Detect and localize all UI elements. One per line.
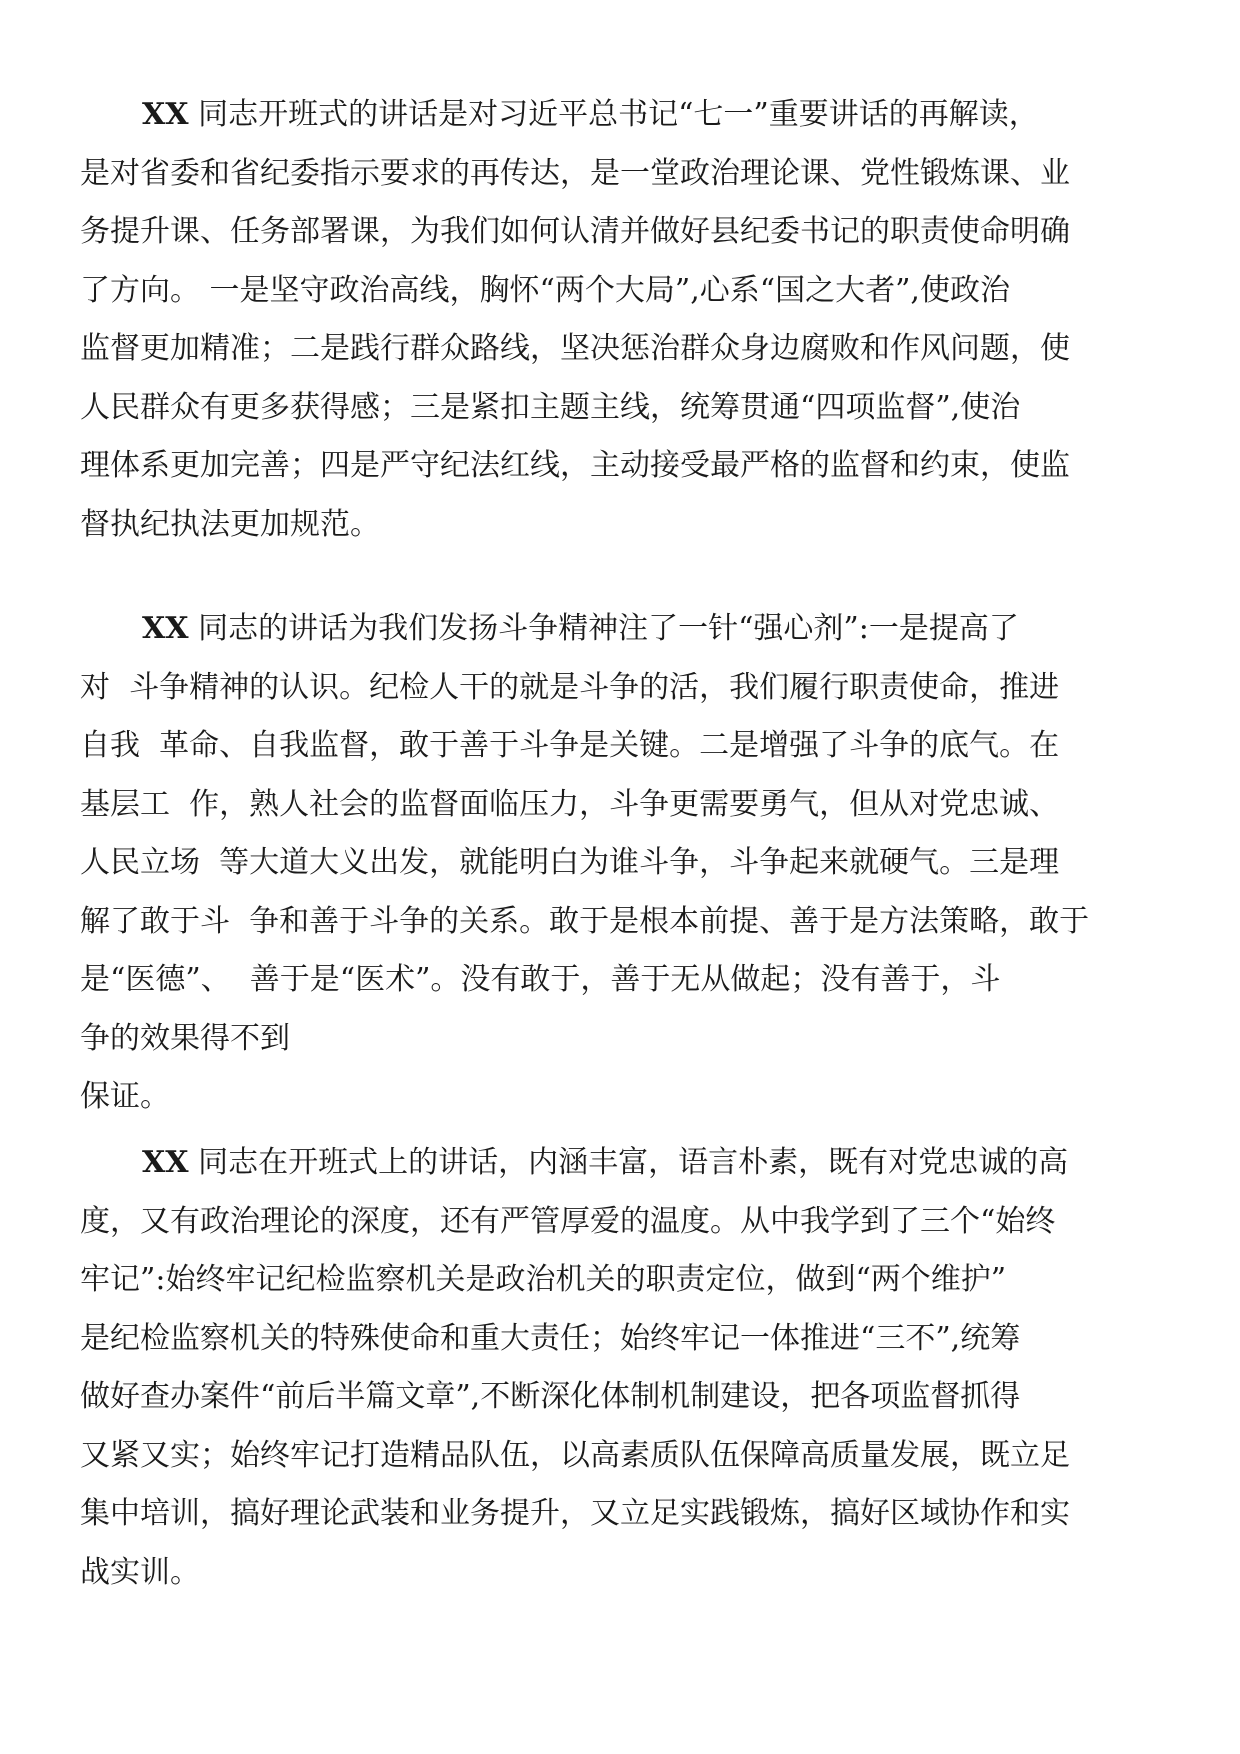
- paragraph-line: 基层工 作，熟人社会的监督面临压力，斗争更需要勇气，但从对党忠诚、: [80, 786, 1060, 822]
- paragraph-2: [80, 600, 1089, 1127]
- paragraph-line: 自我 革命、自我监督，敢于善于斗争是关键。二是增强了斗争的底气。在: [80, 728, 1060, 763]
- paragraph-line: 理体系更加完善；四是严守纪法红线，主动接受最严格的监督和约束，使监: [80, 448, 1070, 483]
- paragraph-line: 又紧又实；始终牢记打造精品队伍，以高素质队伍保障高质量发展，既立足: [80, 1437, 1070, 1473]
- paragraph-3: [80, 1134, 1070, 1602]
- paragraph-line: 是纪检监察机关的特殊使命和重大责任；始终牢记一体推进“三不”,统筹: [80, 1320, 1021, 1356]
- paragraph-line: 保证。: [80, 1079, 170, 1114]
- paragraph-line: 战实训。: [80, 1554, 200, 1590]
- paragraph-line: 人民立场 等大道大义出发，就能明白为谁斗争，斗争起来就硬气。三是理: [80, 845, 1060, 880]
- paragraph-lead: XX: [142, 97, 189, 132]
- paragraph-line: 争的效果得不到: [80, 1020, 290, 1056]
- paragraph-line: 解了敢于斗 争和善于斗争的关系。敢于是根本前提、善于是方法策略，敢于: [80, 903, 1090, 939]
- paragraph-line: 是“医德”、 善于是“医术”。没有敢于，善于无从做起；没有善于，斗: [80, 962, 1001, 997]
- paragraph-line: 度，又有政治理论的深度，还有严管厚爱的温度。从中我学到了三个“始终: [80, 1203, 1056, 1239]
- paragraph-line: 做好查办案件“前后半篇文章”,不断深化体制机制建设，把各项监督抓得: [80, 1379, 1021, 1414]
- paragraph-line: 是对省委和省纪委指示要求的再传达，是一堂政治理论课、党性锻炼课、业: [80, 155, 1070, 191]
- paragraph-1: [80, 86, 1070, 554]
- paragraph-lead: XX: [142, 611, 189, 646]
- paragraph-line: XX 同志开班式的讲话是对习近平总书记“七一”重要讲话的再解读，: [142, 97, 1039, 132]
- paragraph-lead: XX: [142, 1145, 189, 1180]
- paragraph-line: 督执纪执法更加规范。: [80, 506, 380, 542]
- paragraph-line: 人民群众有更多获得感；三是紧扣主题主线，统筹贯通“四项监督”,使治: [80, 389, 1021, 425]
- paragraph-line: 集中培训，搞好理论武装和业务提升，又立足实践锻炼，搞好区域协作和实: [80, 1496, 1070, 1531]
- paragraph-line: 对 斗争精神的认识。纪检人干的就是斗争的活，我们履行职责使命，推进: [80, 669, 1060, 705]
- paragraph-line: 牢记”:始终牢记纪检监察机关是政治机关的职责定位，做到“两个维护”: [80, 1262, 1007, 1297]
- paragraph-line: XX 同志在开班式上的讲话，内涵丰富，语言朴素，既有对党忠诚的高: [142, 1145, 1069, 1180]
- paragraph-line: 务提升课、任务部署课，为我们如何认清并做好县纪委书记的职责使命明确: [80, 214, 1070, 249]
- paragraph-line: XX 同志的讲话为我们发扬斗争精神注了一针“强心剂”:一是提高了: [142, 611, 1019, 646]
- paragraph-line: 监督更加精准；二是践行群众路线，坚决惩治群众身边腐败和作风问题，使: [80, 331, 1070, 366]
- paragraph-line: 了方向。 一是坚守政治高线，胸怀“两个大局”,心系“国之大者”,使政治: [80, 272, 1010, 308]
